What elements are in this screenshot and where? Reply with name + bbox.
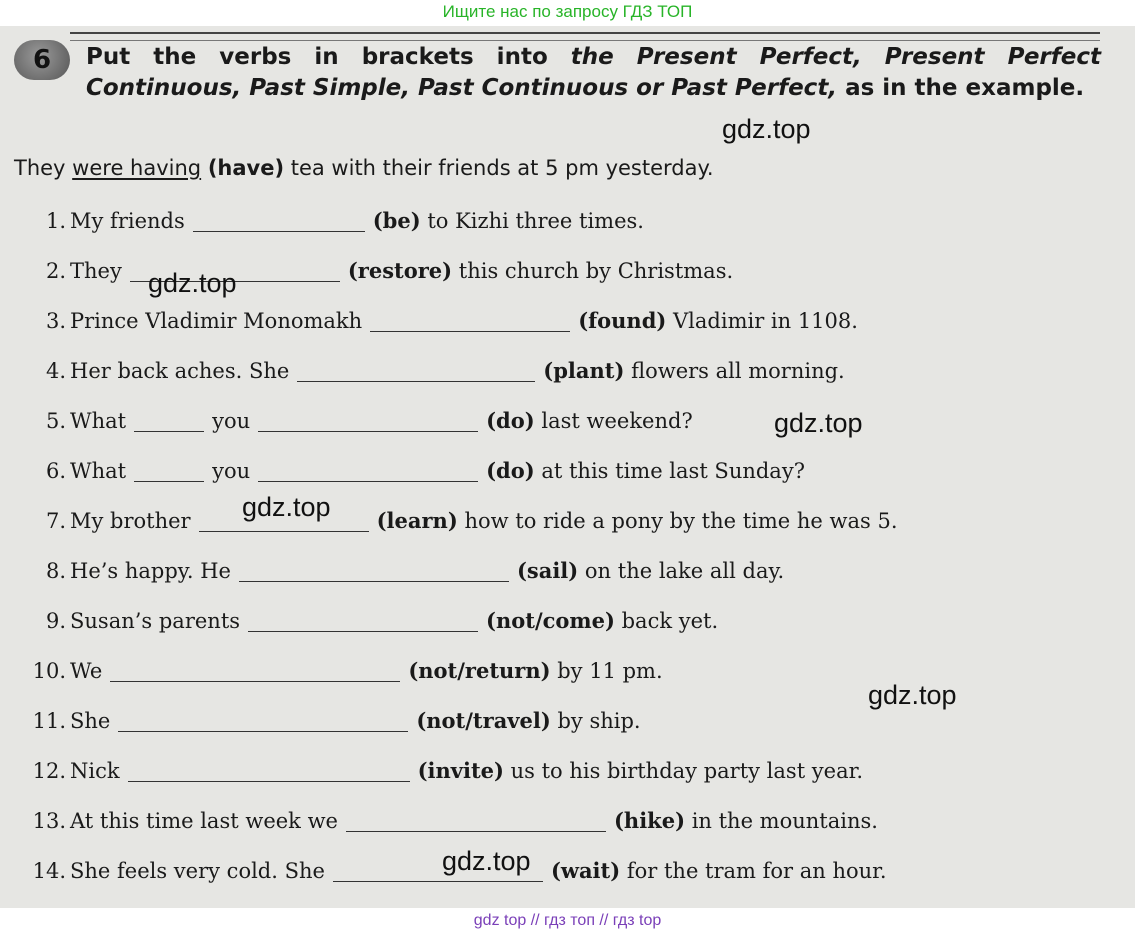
exercise-item-7: 7. My brother (learn) how to ride a pony by the time he was 5. <box>45 508 898 533</box>
watermark: gdz.top <box>242 492 331 522</box>
answer-blank[interactable] <box>118 711 408 732</box>
answer-blank[interactable] <box>134 411 204 432</box>
exercise-item-11: 11. She (not/travel) by ship. <box>32 708 641 733</box>
exercise-item-14: 14. She feels very cold. She (wait) for the tram for an hour. <box>32 858 887 883</box>
answer-blank[interactable] <box>297 361 535 382</box>
exercise-item-3: 3. Prince Vladimir Monomakh (found) Vladimir in 1108. <box>45 308 858 333</box>
answer-blank[interactable] <box>248 611 478 632</box>
watermark: gdz.top <box>722 114 811 144</box>
exercise-item-6: 6. What you (do) at this time last Sunday? <box>45 458 805 483</box>
exercise-item-12: 12. Nick (invite) us to his birthday party last year. <box>32 758 864 783</box>
exercise-item-5: 5. What you (do) last weekend? <box>45 408 693 433</box>
answer-blank[interactable] <box>193 211 365 232</box>
exercise-item-1: 1. My friends (be) to Kizhi three times. <box>45 208 644 233</box>
exercise-item-2: 2. They (restore) this church by Christmas. <box>45 258 734 283</box>
exercise-item-13: 13. At this time last week we (hike) in the mountains. <box>32 808 878 833</box>
watermark: gdz.top <box>868 680 957 710</box>
answer-blank[interactable] <box>110 661 400 682</box>
task-number-badge: 6 <box>14 40 70 80</box>
textbook-page <box>0 26 1135 908</box>
example-sentence: They were having (have) tea with their friends at 5 pm yesterday. <box>14 156 714 180</box>
answer-blank[interactable] <box>239 561 509 582</box>
top-banner: Ищите нас по запросу ГДЗ ТОП <box>0 0 1135 26</box>
answer-blank[interactable] <box>346 811 606 832</box>
exercise-item-10: 10. We (not/return) by 11 pm. <box>32 658 663 683</box>
answer-blank[interactable] <box>128 761 410 782</box>
answer-blank[interactable] <box>370 311 570 332</box>
watermark: gdz.top <box>774 408 863 438</box>
answer-blank[interactable] <box>134 461 204 482</box>
example-answer: were having <box>72 156 202 180</box>
example-verb: (have) <box>207 156 285 180</box>
watermark: gdz.top <box>442 846 531 876</box>
answer-blank[interactable] <box>258 461 478 482</box>
exercise-item-4: 4. Her back aches. She (plant) flowers all morning. <box>45 358 845 383</box>
exercise-item-8: 8. He’s happy. He (sail) on the lake all day. <box>45 558 785 583</box>
header-rule <box>70 32 1100 41</box>
task-instruction: Put the verbs in brackets into the Present Perfect, Present Perfect Continuous, Past Simple, Past Continuous or Past Perfect, as in the example. <box>86 44 1102 101</box>
answer-blank[interactable] <box>258 411 478 432</box>
bottom-banner: gdz top // гдз топ // гдз top <box>0 908 1135 936</box>
watermark: gdz.top <box>148 268 237 298</box>
exercise-item-9: 9. Susan’s parents (not/come) back yet. <box>45 608 719 633</box>
